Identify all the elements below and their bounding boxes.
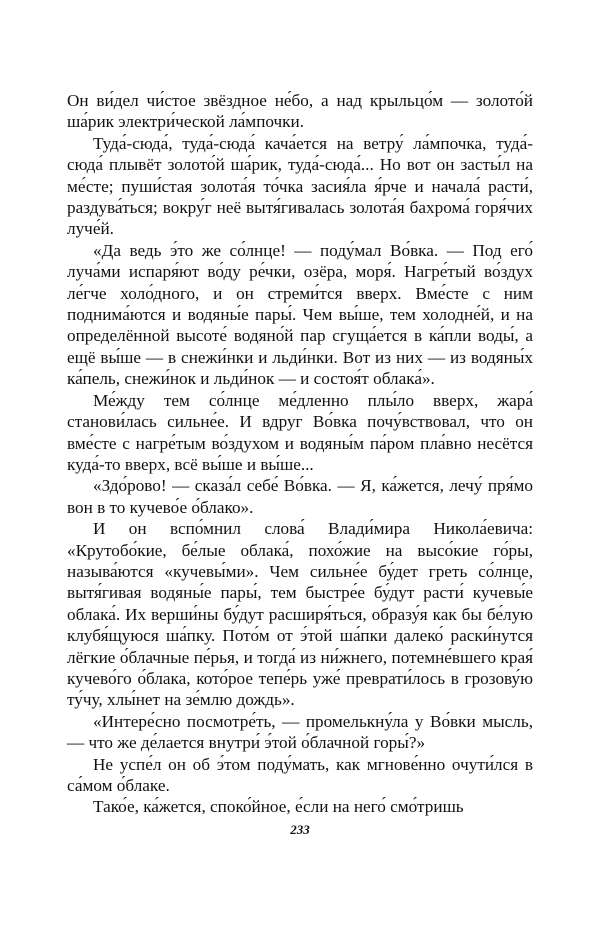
- paragraph-8: Не успе́л он об э́том поду́мать, как мгнове́нно очути́лся в са́мом о́блаке.: [67, 754, 533, 795]
- paragraph-7: «Интере́сно посмотре́ть, — промелькну́ла у Во́вки мысль, — что же де́лается внутри́ э́той о́блачной горы́?»: [67, 711, 533, 753]
- paragraph-3: «Да ведь э́то же со́лнце! — поду́мал Во́вка. — Под его́ луча́ми испаря́ют во́ду ре́чки, озёра, моря́. Нагре́тый во́здух ле́гче холо́дного, и он стреми́тся вверх. Вме́сте с ним поднима́ются и водяны́е пары́. Чем вы́ше, тем холодне́й, и на определённой высоте́ водяно́й пар сгуща́ется в ка́пли воды́, а ещё вы́ше — в снежи́нки и льди́нки. Вот из них — из водяны́х ка́пель, снежи́нок и льди́нок — и состоя́т облака́».: [67, 240, 533, 389]
- paragraph-6: И он вспо́мнил слова́ Влади́мира Никола́евича: «Крутобо́кие, бе́лые облака́, похо́жие на высо́кие го́ры, называ́ются «кучевы́ми». Чем сильне́е бу́дет греть со́лнце, вытя́гивая водяны́е пары́, тем быстре́е бу́дут расти́ кучевы́е облака́. Их верши́ны бу́дут расширя́ться, образу́я как бы бе́лую клубя́щуюся ша́пку. Пото́м от э́той ша́пки далеко́ раски́нутся лёгкие о́блачные пе́рья, и тогда́ из ни́жнего, потемне́вшего края́ кучево́го о́блака, кото́рое тепе́рь уже́ преврати́лось в грозову́ю ту́чу, хлы́нет на зе́млю дождь».: [67, 519, 533, 710]
- paragraph-4: Ме́жду тем со́лнце ме́дленно плы́ло вверх, жара́ станови́лась сильне́е. И вдруг Во́вка почу́вствовал, что он вме́сте с нагре́тым во́здухом и водяны́м па́ром пла́вно несётся куда́-то вверх, всё вы́ше и вы́ше...: [67, 390, 533, 474]
- paragraph-1: Он ви́дел чи́стое звёздное не́бо, а над крыльцо́м — золото́й ша́рик электри́ческой ла́мпочки.: [67, 91, 533, 132]
- page-text: [67, 90, 533, 818]
- page-number: 233: [290, 822, 310, 837]
- paragraph-2: Туда́-сюда́, туда́-сюда́ кача́ется на ветру́ ла́мпочка, туда́-сюда́ плывёт золото́й ша́рик, туда́-сюда́... Но вот он засты́л на ме́сте; пуши́стая золота́я то́чка засия́ла я́рче и начала́ расти́, раздува́ться; вокру́г неё вытя́гивалась золота́я бахрома́ горя́чих луче́й.: [67, 133, 533, 239]
- paragraph-9: Тако́е, ка́жется, споко́йное, е́сли на него́ смо́тришь: [93, 797, 464, 817]
- paragraph-5: «Здо́рово! — сказа́л себе́ Во́вка. — Я, ка́жется, лечу́ пря́мо вон в то кучево́е о́блако».: [67, 476, 533, 517]
